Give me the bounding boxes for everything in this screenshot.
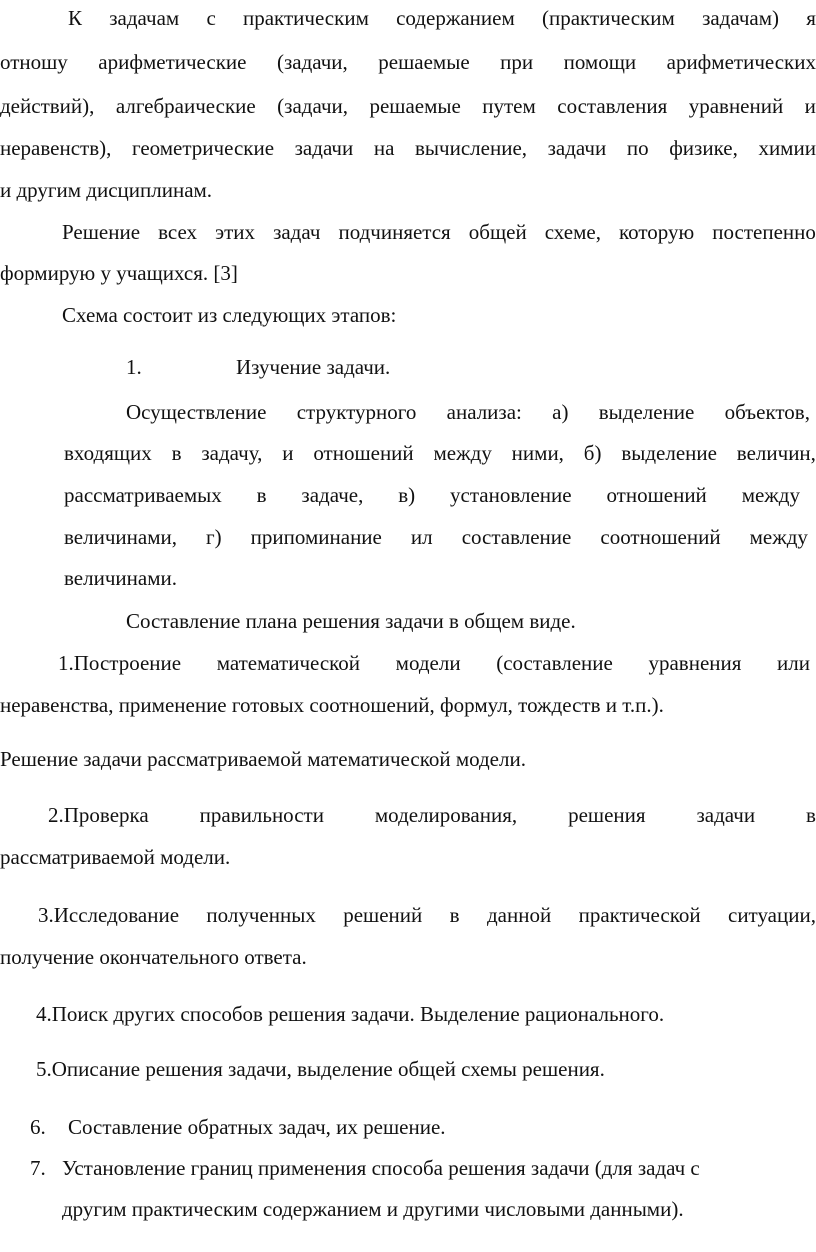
analysis-line-5: величинами. <box>64 566 177 590</box>
word: припоминание <box>250 525 382 549</box>
word: с <box>206 6 216 30</box>
word: решения <box>568 803 646 827</box>
analysis-line-2 <box>64 441 816 466</box>
word: содержанием <box>396 6 515 30</box>
word: задачи <box>696 803 756 827</box>
analysis-line-4 <box>64 525 808 550</box>
word: составления <box>557 94 668 118</box>
intro-line-3 <box>0 94 816 119</box>
word: физике, <box>669 136 738 160</box>
word: ил <box>410 525 433 549</box>
item-7-line-1: Установление границ применения способа решения задачи (для задач с <box>62 1156 700 1180</box>
word: 2.Проверка <box>48 803 149 827</box>
word: входящих <box>64 441 152 465</box>
word: отношу <box>0 50 68 74</box>
word: в <box>449 903 460 927</box>
word: установление <box>450 483 572 507</box>
word: 1.Построение <box>58 651 182 675</box>
word: выделение <box>598 400 695 424</box>
word: г) <box>206 525 222 549</box>
word: а) <box>552 400 569 424</box>
word: 3.Исследование <box>38 903 180 927</box>
word: данной <box>486 903 552 927</box>
word: арифметических <box>666 50 816 74</box>
word: (составление <box>496 651 613 675</box>
word: б) <box>583 441 602 465</box>
word: правильности <box>199 803 324 827</box>
word: схеме, <box>544 220 601 244</box>
intro-line-1 <box>68 6 816 31</box>
word: объектов, <box>724 400 810 424</box>
item-3-line-2: получение окончательного ответа. <box>0 945 307 969</box>
word: которую <box>619 220 695 244</box>
item-1-line-1 <box>58 651 810 676</box>
word: на <box>373 136 395 160</box>
word: (практическим <box>541 6 675 30</box>
analysis-line-3 <box>64 483 800 508</box>
word: Осуществление <box>126 400 267 424</box>
word: моделирования, <box>374 803 518 827</box>
word: ситуации, <box>728 903 816 927</box>
word: задачам) <box>702 6 780 30</box>
word: величинами, <box>64 525 177 549</box>
word: структурного <box>296 400 417 424</box>
plan-line: Составление плана решения задачи в общем виде. <box>126 609 576 633</box>
word: арифметические <box>98 50 247 74</box>
intro-line-4 <box>0 136 816 161</box>
word: задач <box>273 220 321 244</box>
word: в <box>806 803 816 827</box>
intro-line-5: и другим дисциплинам. <box>0 178 213 202</box>
word: геометрические <box>132 136 275 160</box>
word: модели <box>395 651 461 675</box>
item-3-line-1 <box>38 903 816 928</box>
item-5-line: 5.Описание решения задачи, выделение общей схемы решения. <box>36 1057 605 1081</box>
word: (задачи, <box>276 50 348 74</box>
word: и <box>282 441 294 465</box>
word: подчиняется <box>338 220 451 244</box>
word: составление <box>461 525 572 549</box>
stage-1-number: 1. <box>126 355 142 379</box>
word: задачам <box>109 6 180 30</box>
word: задачу, <box>201 441 263 465</box>
intro-line-2 <box>0 50 816 75</box>
word: химии <box>758 136 816 160</box>
word: рассматриваемых <box>64 483 222 507</box>
word: и <box>804 94 816 118</box>
word: решений <box>343 903 423 927</box>
word: решаемые <box>369 94 461 118</box>
word: задачи <box>294 136 354 160</box>
word: отношений <box>606 483 707 507</box>
word: действий), <box>0 94 95 118</box>
word: ними, <box>511 441 564 465</box>
word: этих <box>215 220 255 244</box>
word: между <box>749 525 808 549</box>
word: общей <box>468 220 527 244</box>
word: постепенно <box>712 220 816 244</box>
word: практическим <box>243 6 369 30</box>
word: между <box>433 441 492 465</box>
word: выделение <box>621 441 717 465</box>
word: в <box>256 483 267 507</box>
word: между <box>741 483 800 507</box>
word: (задачи, <box>277 94 348 118</box>
word: математической <box>216 651 361 675</box>
word: уравнения <box>648 651 742 675</box>
item-4-line: 4.Поиск других способов решения задачи. Выделение рационального. <box>36 1002 665 1026</box>
item-7-line-2: другим практическим содержанием и другими числовыми данными). <box>62 1197 684 1221</box>
item-2-line-1 <box>48 803 816 828</box>
stage-1-title: Изучение задачи. <box>236 355 391 379</box>
word: по <box>626 136 649 160</box>
word: задачи <box>547 136 607 160</box>
word: путем <box>482 94 536 118</box>
word: практической <box>578 903 701 927</box>
word: задаче, <box>301 483 364 507</box>
scheme-line-1 <box>62 220 816 245</box>
word: полученных <box>206 903 316 927</box>
word: отношений <box>313 441 414 465</box>
word: в) <box>398 483 416 507</box>
item-2-line-2: рассматриваемой модели. <box>0 845 231 869</box>
word: или <box>777 651 810 675</box>
word: уравнений <box>688 94 784 118</box>
stages-intro: Схема состоит из следующих этапов: <box>62 303 397 327</box>
word: вычисление, <box>415 136 528 160</box>
word: решаемые <box>378 50 470 74</box>
word: алгебраические <box>115 94 256 118</box>
item-6-number: 6. <box>30 1115 46 1139</box>
solution-line: Решение задачи рассматриваемой математической модели. <box>0 747 526 771</box>
word: неравенств), <box>0 136 112 160</box>
analysis-line-1 <box>126 400 810 425</box>
word: анализа: <box>446 400 522 424</box>
word: Решение <box>62 220 141 244</box>
word: я <box>806 6 816 30</box>
word: величин, <box>736 441 816 465</box>
word: в <box>171 441 182 465</box>
item-7-number: 7. <box>30 1156 46 1180</box>
word: при <box>500 50 534 74</box>
word: соотношений <box>600 525 721 549</box>
word: К <box>68 6 83 30</box>
scheme-line-2: формирую у учащихся. [3] <box>0 261 238 285</box>
word: помощи <box>563 50 637 74</box>
item-6-text: Составление обратных задач, их решение. <box>68 1115 446 1139</box>
word: всех <box>158 220 197 244</box>
item-1-line-2: неравенства, применение готовых соотношений, формул, тождеств и т.п.). <box>0 693 664 717</box>
